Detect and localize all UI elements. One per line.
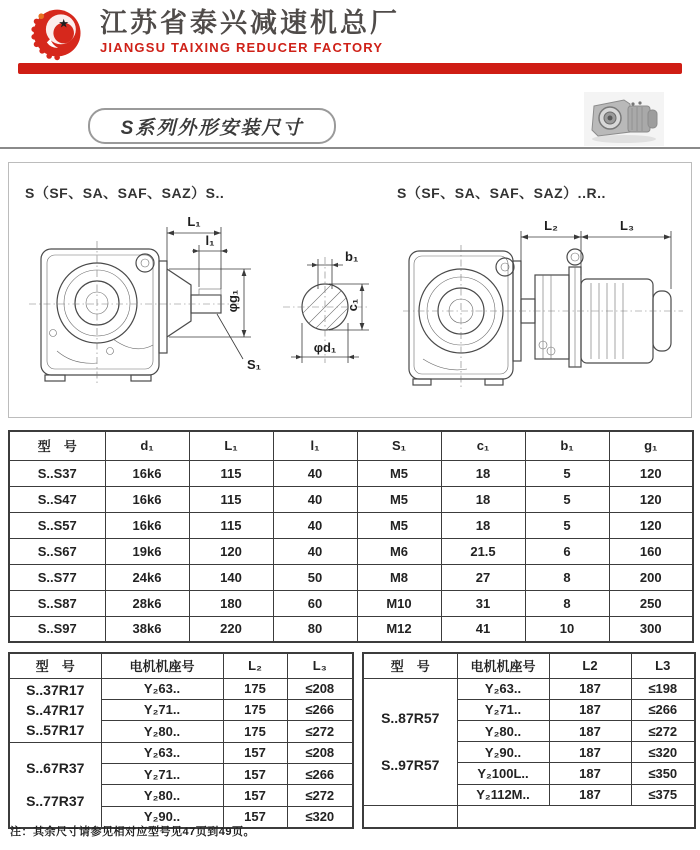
company-name-en: JIANGSU TAIXING REDUCER FACTORY <box>100 40 384 55</box>
table-cell: 5 <box>525 460 609 486</box>
table-cell: 40 <box>273 460 357 486</box>
column-header: 电机机座号 <box>101 653 223 678</box>
table-cell: Y₂80.. <box>101 721 223 742</box>
model-lines <box>10 679 101 742</box>
table-cell: 18 <box>441 460 525 486</box>
dimensions-table <box>8 430 694 643</box>
column-header: 型 号 <box>9 653 101 678</box>
table-cell: ≤208 <box>287 678 353 699</box>
table-cell: S..S97 <box>9 616 105 642</box>
table-row <box>9 564 693 590</box>
table-cell: 18 <box>441 486 525 512</box>
dim-d1: φd₁ <box>313 340 337 355</box>
model-label: S..37R17 <box>26 682 85 699</box>
motor-tables <box>8 652 692 829</box>
table-cell: Y₂63.. <box>457 678 549 699</box>
table-cell: M10 <box>357 590 441 616</box>
empty-cell <box>457 805 695 827</box>
table-cell: 300 <box>609 616 693 642</box>
table-cell: M8 <box>357 564 441 590</box>
table-cell: Y₂71.. <box>101 699 223 720</box>
table-cell: 157 <box>223 742 287 763</box>
table-cell: 157 <box>223 785 287 806</box>
table-cell: 28k6 <box>105 590 189 616</box>
table-cell: M6 <box>357 538 441 564</box>
table-cell: Y₂90.. <box>101 806 223 827</box>
column-header: 型 号 <box>9 431 105 460</box>
model-label: S..67R37 <box>26 759 85 776</box>
model-cell <box>9 742 101 828</box>
model-label: S..47R17 <box>26 702 85 718</box>
table-cell: 41 <box>441 616 525 642</box>
table-row <box>9 678 353 699</box>
table-cell: 200 <box>609 564 693 590</box>
table-row <box>9 590 693 616</box>
dim-L1: L₁ <box>187 214 201 229</box>
section-divider-line <box>0 147 700 149</box>
table-row <box>9 486 693 512</box>
table-cell: 187 <box>549 763 631 784</box>
table-cell: 115 <box>189 512 273 538</box>
table-cell: 160 <box>609 538 693 564</box>
table-cell: 38k6 <box>105 616 189 642</box>
table-row <box>9 538 693 564</box>
model-cell <box>9 678 101 742</box>
model-lines <box>10 743 101 827</box>
table-cell: 8 <box>525 564 609 590</box>
table-cell: 187 <box>549 678 631 699</box>
dim-g1: φg₁ <box>225 289 240 313</box>
dim-c1: c₁ <box>345 298 360 312</box>
header-row <box>9 431 693 460</box>
table-cell: 5 <box>525 512 609 538</box>
table-cell: ≤208 <box>287 742 353 763</box>
table-cell: ≤266 <box>287 763 353 784</box>
table-cell: ≤198 <box>631 678 695 699</box>
dim-b1: b₁ <box>345 249 359 264</box>
table-cell: 5 <box>525 486 609 512</box>
column-header: 电机机座号 <box>457 653 549 678</box>
table-cell: ≤320 <box>631 742 695 763</box>
table-cell: 120 <box>189 538 273 564</box>
table-cell: S..S77 <box>9 564 105 590</box>
header-divider-bar <box>18 63 682 74</box>
table-cell: 80 <box>273 616 357 642</box>
table-cell: Y₂71.. <box>101 763 223 784</box>
table-cell: ≤272 <box>631 720 695 741</box>
table-cell: ≤266 <box>287 699 353 720</box>
table-row <box>9 616 693 642</box>
logo-star: ★ <box>58 16 70 31</box>
table-cell: ≤320 <box>287 806 353 827</box>
table-cell: 157 <box>223 806 287 827</box>
table-cell: S..S87 <box>9 590 105 616</box>
table-cell: 8 <box>525 590 609 616</box>
page-header <box>0 0 700 62</box>
motor-table-left <box>8 652 354 829</box>
right-technical-drawing <box>401 211 693 411</box>
table-row <box>363 678 695 699</box>
empty-row <box>363 805 695 827</box>
table-cell: M5 <box>357 512 441 538</box>
column-header: 型 号 <box>363 653 457 678</box>
model-label: S..87R57 <box>381 710 440 727</box>
table-cell: 21.5 <box>441 538 525 564</box>
dim-L3: L₃ <box>620 218 634 233</box>
model-lines <box>364 679 457 805</box>
table-cell: 19k6 <box>105 538 189 564</box>
left-technical-drawing <box>13 211 401 411</box>
table-cell: 60 <box>273 590 357 616</box>
footnote: 注：其余尺寸请参见相对应型号见47页到49页。 <box>10 826 255 838</box>
column-header: L3 <box>631 653 695 678</box>
reducer-product-photo <box>584 92 664 146</box>
table-cell: 120 <box>609 486 693 512</box>
company-name-cn: 江苏省泰兴减速机总厂 <box>100 8 400 38</box>
table-cell: 175 <box>223 721 287 742</box>
column-header: g₁ <box>609 431 693 460</box>
table-cell: 157 <box>223 763 287 784</box>
column-header: L2 <box>549 653 631 678</box>
table-cell: 175 <box>223 699 287 720</box>
header-row <box>9 653 353 678</box>
table-cell: 115 <box>189 486 273 512</box>
column-header: S₁ <box>357 431 441 460</box>
model-label: S..57R17 <box>26 721 85 738</box>
table-row <box>9 512 693 538</box>
table-cell: Y₂63.. <box>101 678 223 699</box>
table-cell: ≤266 <box>631 699 695 720</box>
table-cell: S..S67 <box>9 538 105 564</box>
column-header: c₁ <box>441 431 525 460</box>
table-cell: 10 <box>525 616 609 642</box>
table-cell: S..S47 <box>9 486 105 512</box>
model-label: S..77R37 <box>26 793 85 810</box>
motor-table-right <box>362 652 696 829</box>
table-cell: 187 <box>549 742 631 763</box>
table-cell: Y₂80.. <box>101 785 223 806</box>
table-cell: Y₂71.. <box>457 699 549 720</box>
model-cell <box>363 678 457 805</box>
table-cell: 175 <box>223 678 287 699</box>
table-cell: S..S37 <box>9 460 105 486</box>
table-cell: 140 <box>189 564 273 590</box>
dim-S1: S₁ <box>247 357 262 372</box>
table-cell: S..S57 <box>9 512 105 538</box>
table-cell: 31 <box>441 590 525 616</box>
right-drawing-label: S（SF、SA、SAF、SAZ）..R.. <box>397 185 606 201</box>
table-cell: 40 <box>273 486 357 512</box>
table-cell: Y₂112M.. <box>457 784 549 805</box>
table-cell: 220 <box>189 616 273 642</box>
drawings-panel <box>8 162 692 418</box>
table-cell: 6 <box>525 538 609 564</box>
table-cell: 24k6 <box>105 564 189 590</box>
table-cell: ≤272 <box>287 721 353 742</box>
table-cell: 115 <box>189 460 273 486</box>
column-header: l₁ <box>273 431 357 460</box>
table-cell: Y₂80.. <box>457 720 549 741</box>
table-cell: 16k6 <box>105 460 189 486</box>
table-cell: 50 <box>273 564 357 590</box>
column-header: L₁ <box>189 431 273 460</box>
table-cell: 40 <box>273 538 357 564</box>
table-cell: 27 <box>441 564 525 590</box>
table-cell: M5 <box>357 460 441 486</box>
column-header: L₂ <box>223 653 287 678</box>
table-cell: ≤272 <box>287 785 353 806</box>
table-cell: 16k6 <box>105 486 189 512</box>
left-drawing-label: S（SF、SA、SAF、SAZ）S.. <box>25 185 225 201</box>
column-header: d₁ <box>105 431 189 460</box>
table-cell: ≤375 <box>631 784 695 805</box>
table-cell: 120 <box>609 460 693 486</box>
table-cell: M12 <box>357 616 441 642</box>
model-label: S..97R57 <box>381 757 440 774</box>
dim-l1: l₁ <box>205 233 215 248</box>
table-cell: 187 <box>549 784 631 805</box>
dim-L2: L₂ <box>544 218 558 233</box>
empty-model-cell <box>363 805 457 827</box>
table-cell: Y₂100L.. <box>457 763 549 784</box>
header-row <box>363 653 695 678</box>
table-cell: M5 <box>357 486 441 512</box>
table-cell: Y₂63.. <box>101 742 223 763</box>
table-cell: 187 <box>549 699 631 720</box>
section-title-badge: S系列外形安装尺寸 <box>88 108 336 144</box>
table-cell: 250 <box>609 590 693 616</box>
table-row <box>9 460 693 486</box>
table-cell: Y₂90.. <box>457 742 549 763</box>
gear-star-logo-icon <box>24 5 94 63</box>
table-cell: 16k6 <box>105 512 189 538</box>
table-cell: 18 <box>441 512 525 538</box>
column-header: b₁ <box>525 431 609 460</box>
table-cell: 40 <box>273 512 357 538</box>
table-cell: 120 <box>609 512 693 538</box>
column-header: L₃ <box>287 653 353 678</box>
table-row <box>9 742 353 763</box>
table-cell: 187 <box>549 720 631 741</box>
table-cell: 180 <box>189 590 273 616</box>
table-cell: ≤350 <box>631 763 695 784</box>
